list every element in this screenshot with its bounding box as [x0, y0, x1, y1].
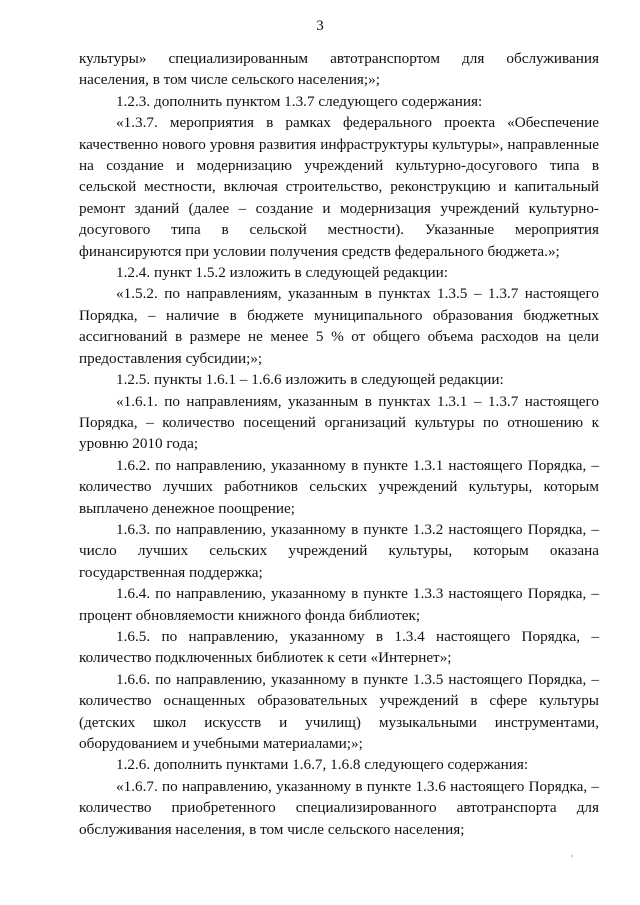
document-body [79, 48, 599, 840]
paragraph-item-1-6-5: 1.6.5. по направлению, указанному в 1.3.4 настоящего Порядка, – количество подключенных библиотек к сети «Интернет»; [79, 627, 599, 667]
paragraph-item-1-6-2: 1.6.2. по направлению, указанному в пункте 1.3.1 настоящего Порядка, – количество лучших работников сельских учреждений культуры, которым выплачено денежное поощрение; [79, 456, 599, 517]
paragraph-item-1-6-4: 1.6.4. по направлению, указанному в пункте 1.3.3 настоящего Порядка, – процент обновляемости книжного фонда библиотек; [79, 585, 599, 624]
scan-speck [571, 855, 573, 857]
paragraph-item-1-6-1: «1.6.1. по направлениям, указанным в пунктах 1.3.1 – 1.3.7 настоящего Порядка, – количество посещений организаций культуры по отношению к уровню 2010 года; [79, 392, 599, 453]
paragraph-item-1-2-4: 1.2.4. пункт 1.5.2 изложить в следующей редакции: [116, 264, 448, 282]
paragraph-item-1-2-6: 1.2.6. дополнить пунктами 1.6.7, 1.6.8 следующего содержания: [116, 756, 529, 774]
page-number: 3 [316, 18, 324, 34]
paragraph-item-1-5-2: «1.5.2. по направлениям, указанным в пунктах 1.3.5 – 1.3.7 настоящего Порядка, – наличие в бюджете муниципального образования бюджетных ассигнований в размере не менее 5 % от общего объема расходов на цели предоставления субсидии;»; [79, 285, 599, 367]
paragraph-item-1-6-7: «1.6.7. по направлению, указанному в пункте 1.3.6 настоящего Порядка, – количество приобретенного специализированного автотранспорта для обслуживания населения, в том числе сельского населения; [79, 777, 599, 838]
paragraph-continuation: культуры» специализированным автотранспортом для обслуживания населения, в том числе сельского населения;»; [79, 50, 599, 89]
paragraph-item-1-6-3: 1.6.3. по направлению, указанному в пункте 1.3.2 настоящего Порядка, – число лучших сельских учреждений культуры, которым оказана государственная поддержка; [79, 520, 599, 581]
paragraph-item-1-2-5: 1.2.5. пункты 1.6.1 – 1.6.6 изложить в следующей редакции: [116, 371, 504, 389]
paragraph-item-1-6-6: 1.6.6. по направлению, указанному в пункте 1.3.5 настоящего Порядка, – количество оснащенных образовательных учреждений в сфере культуры (детских школ искусств и училищ) музыкальными инструментами, оборудованием и учебными материалами;»; [79, 670, 599, 752]
paragraph-item-1-2-3: 1.2.3. дополнить пунктом 1.3.7 следующего содержания: [116, 92, 483, 110]
paragraph-item-1-3-7: «1.3.7. мероприятия в рамках федерального проекта «Обеспечение качественно нового уровня развития инфраструктуры культуры», направленные на создание и модернизацию учреждений культурно-досугового типа в сельской местности, включая строительство, реконструкцию и капитальный ремонт зданий (далее – создание и модернизация учреждений культурно-досугового типа в сельской местности). Указанные мероприятия финансируются при условии получения средств федерального бюджета.»; [79, 114, 599, 260]
